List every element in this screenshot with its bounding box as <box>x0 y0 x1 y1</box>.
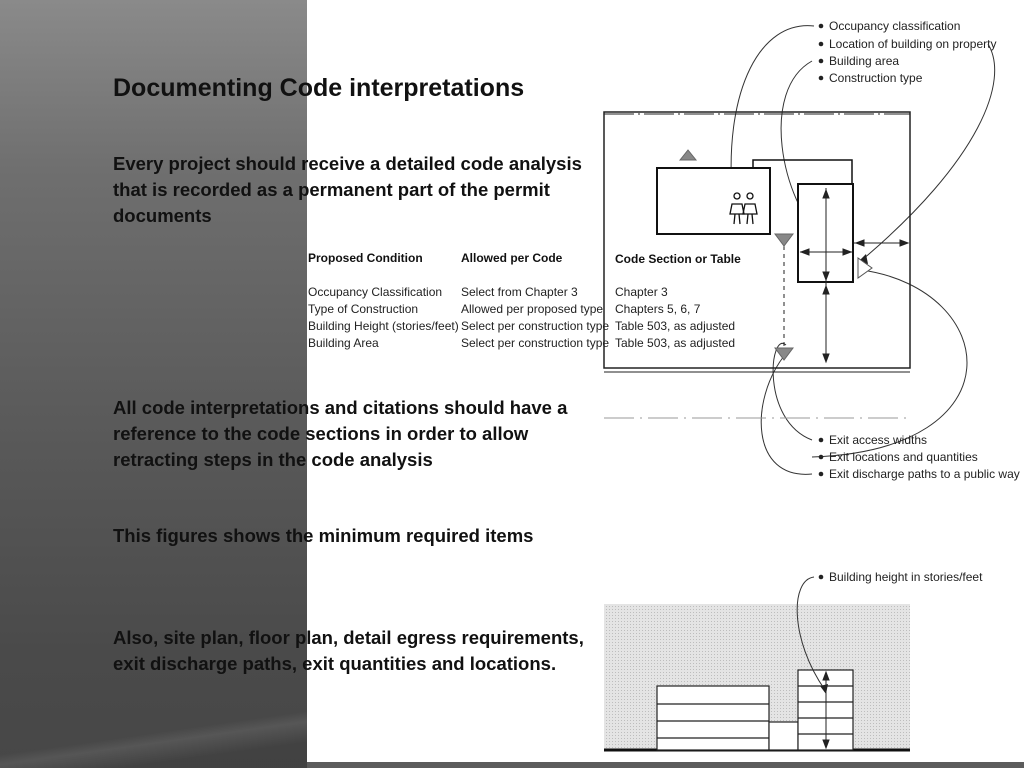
header-proposed-condition: Proposed Condition <box>308 251 423 265</box>
callout-exit-widths: Exit access widths <box>829 433 928 447</box>
cell-code-height: Table 503, as adjusted <box>615 319 736 333</box>
cell-construction-type: Type of Construction <box>308 302 419 316</box>
callout-building-area: Building area <box>829 54 900 68</box>
cell-code-area: Table 503, as adjusted <box>615 336 736 350</box>
callout-building-height: Building height in stories/feet <box>829 570 983 584</box>
cell-code-construction: Chapters 5, 6, 7 <box>615 302 701 316</box>
callout-exit-locations: Exit locations and quantities <box>829 450 978 464</box>
cell-allowed-occupancy: Select from Chapter 3 <box>461 285 578 299</box>
cell-building-height: Building Height (stories/feet) <box>308 319 459 333</box>
callout-location: Location of building on property <box>829 37 997 51</box>
callout-occupancy: Occupancy classification <box>829 19 961 33</box>
cell-allowed-height: Select per construction type <box>461 319 610 333</box>
callout-exit-discharge: Exit discharge paths to a public way <box>829 467 1020 481</box>
paragraph-minimum-items: This figures shows the minimum required items <box>113 525 534 546</box>
cell-occupancy: Occupancy Classification <box>308 285 443 299</box>
header-allowed-per-code: Allowed per Code <box>461 251 563 265</box>
callout-construction-type: Construction type <box>829 71 923 85</box>
cell-allowed-area: Select per construction type <box>461 336 610 350</box>
cell-code-occupancy: Chapter 3 <box>615 285 668 299</box>
header-code-section: Code Section or Table <box>615 252 741 266</box>
slide-title: Documenting Code interpretations <box>113 74 525 102</box>
paragraph-code-references: All code interpretations and citations should have a reference to the code sections in order to allow retracting steps in the code analysis <box>113 397 568 470</box>
cell-allowed-construction: Allowed per proposed type <box>461 302 604 316</box>
cell-building-area: Building Area <box>308 336 379 350</box>
paragraph-additional-plans: Also, site plan, floor plan, detail egress requirements, exit discharge paths, exit quantities and locations. <box>113 627 584 674</box>
paragraph-code-analysis: Every project should receive a detailed code analysis that is recorded as a permanent part of the permit documents <box>113 153 582 226</box>
